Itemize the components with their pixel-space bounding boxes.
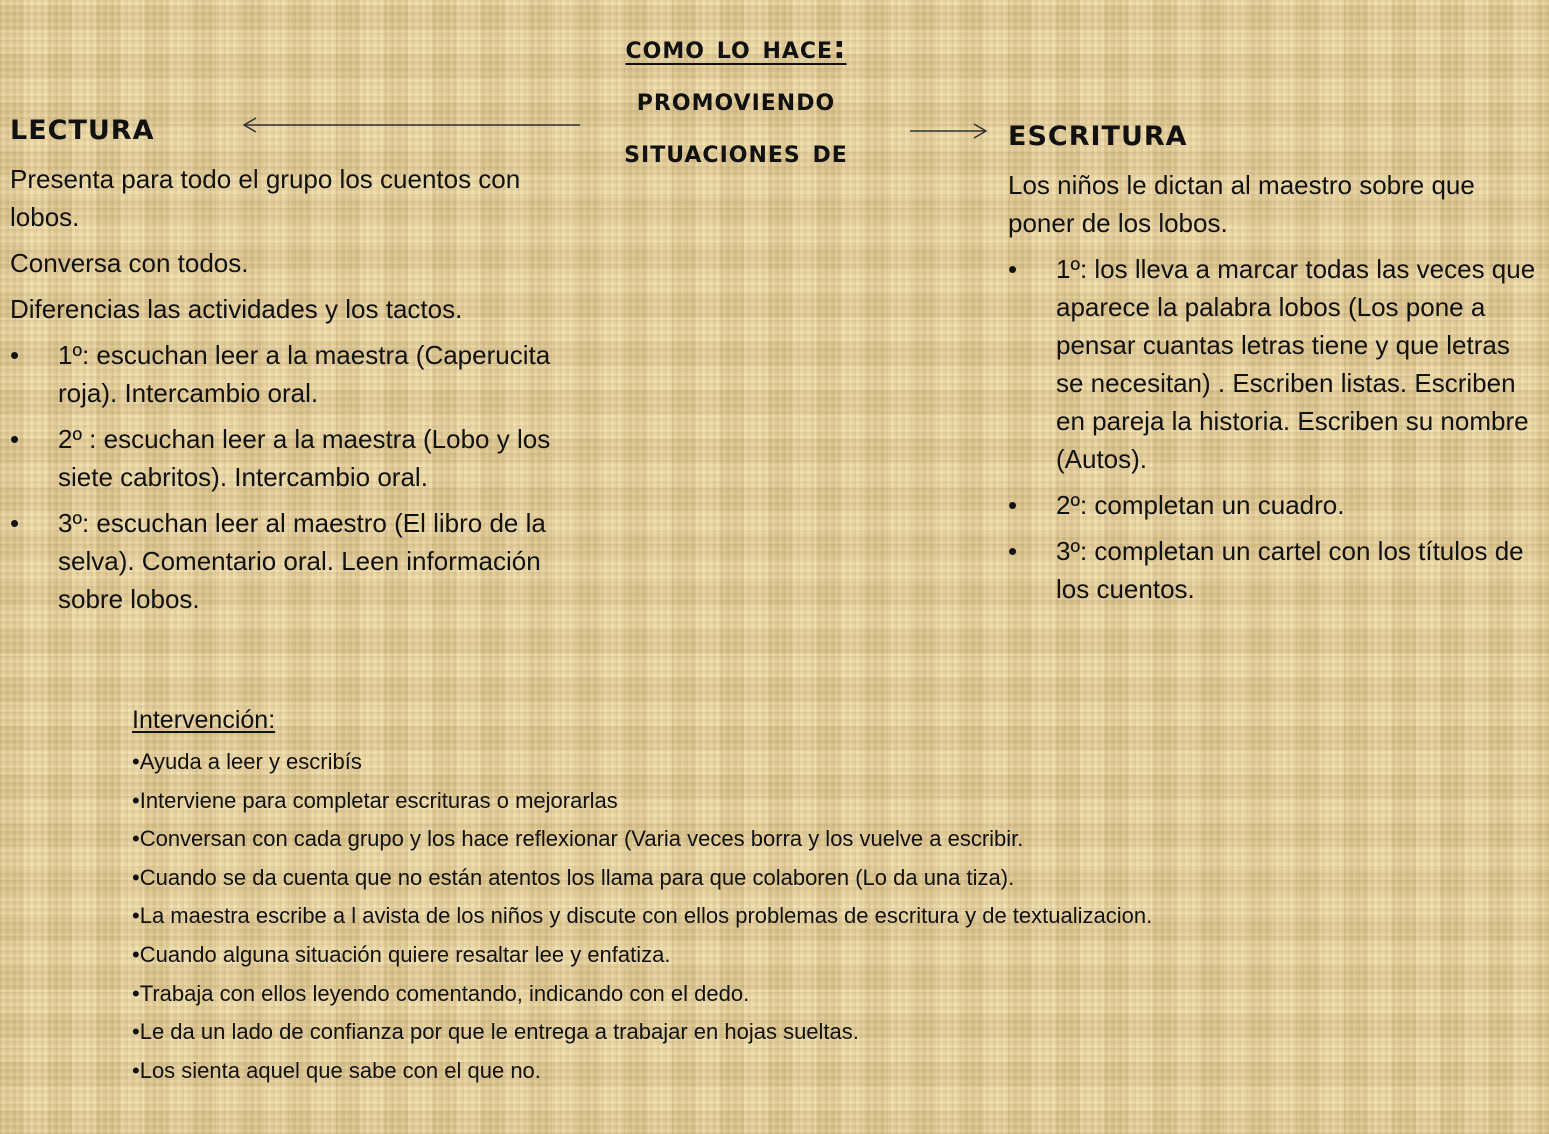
intervencion-title: Intervención: [132,706,276,734]
intervencion-list [132,743,1522,1090]
intervencion-list-item: •Conversan con cada grupo y los hace reflexionar (Varia veces borra y los vuelve a escribir. [132,826,1024,852]
intervencion-section [132,703,1522,1090]
intervencion-list-item: •Interviene para completar escrituras o mejorarlas [132,787,618,813]
escritura-list-item-text: 1º: los lleva a marcar todas las veces que aparece la palabra lobos (Los pone a pensar cuantas letras tiene y que letras se necesitan) . Escriben listas. Escriben en pareja la historia. Escriben su nombre (Autos). [1056,254,1536,474]
arrow-right-icon [910,124,986,138]
bullet-icon: • [10,508,20,538]
intervencion-list-item: •Ayuda a leer y escribís [132,749,362,774]
lectura-list-item [10,420,562,496]
lectura-paragraph: Diferencias las actividades y los tactos. [10,294,463,324]
lectura-column [10,160,562,626]
bullet-icon: • [1008,536,1018,566]
intervencion-list-item: •Los sienta aquel que sabe con el que no. [132,1057,541,1083]
center-title-line-3: situaciones de [624,134,848,170]
lectura-list-item-text: 2º : escuchan leer a la maestra (Lobo y los siete cabritos). Intercambio oral. [58,424,551,492]
bullet-icon: • [1008,254,1018,284]
arrow-left-icon [244,118,580,132]
intervencion-list-item: •Cuando se da cuenta que no están atentos los llama para que colaboren (Lo da una tiza). [132,864,1015,890]
lectura-list-item [10,336,562,412]
bullet-icon: • [1008,490,1018,520]
center-title-line-2: promoviendo [636,82,836,118]
lectura-paragraph: Presenta para todo el grupo los cuentos con lobos. [10,164,521,232]
escritura-list-item [1008,486,1544,524]
escritura-list [1008,250,1544,608]
intervencion-list-item: •La maestra escribe a l avista de los niños y discute con ellos problemas de escritura y de textualizacion. [132,903,1153,929]
lectura-list-item [10,504,562,618]
escritura-paragraph: Los niños le dictan al maestro sobre que poner de los lobos. [1008,170,1475,238]
escritura-list-item [1008,532,1544,608]
bullet-icon: • [10,340,20,370]
lectura-list-item-text: 3º: escuchan leer al maestro (El libro de la selva). Comentario oral. Leen información sobre lobos. [58,508,546,614]
lectura-list [10,336,562,618]
escritura-list-item [1008,250,1544,478]
escritura-column [1008,166,1544,616]
intervencion-list-item: •Cuando alguna situación quiere resaltar lee y enfatiza. [132,941,671,967]
lectura-list-item-text: 1º: escuchan leer a la maestra (Caperucita roja). Intercambio oral. [58,340,551,408]
escritura-heading: escritura [1008,110,1188,154]
intervencion-list-item: •Le da un lado de confianza por que le entrega a trabajar en hojas sueltas. [132,1019,859,1045]
bullet-icon: • [10,424,20,454]
lectura-paragraph: Conversa con todos. [10,248,249,278]
escritura-list-item-text: 2º: completan un cuadro. [1056,490,1345,520]
escritura-list-item-text: 3º: completan un cartel con los títulos de los cuentos. [1056,536,1524,604]
intervencion-list-item: •Trabaja con ellos leyendo comentando, indicando con el dedo. [132,980,750,1006]
center-title-line-1: como lo hace: [625,30,847,66]
lectura-heading: lectura [10,104,155,148]
center-title [560,22,912,178]
